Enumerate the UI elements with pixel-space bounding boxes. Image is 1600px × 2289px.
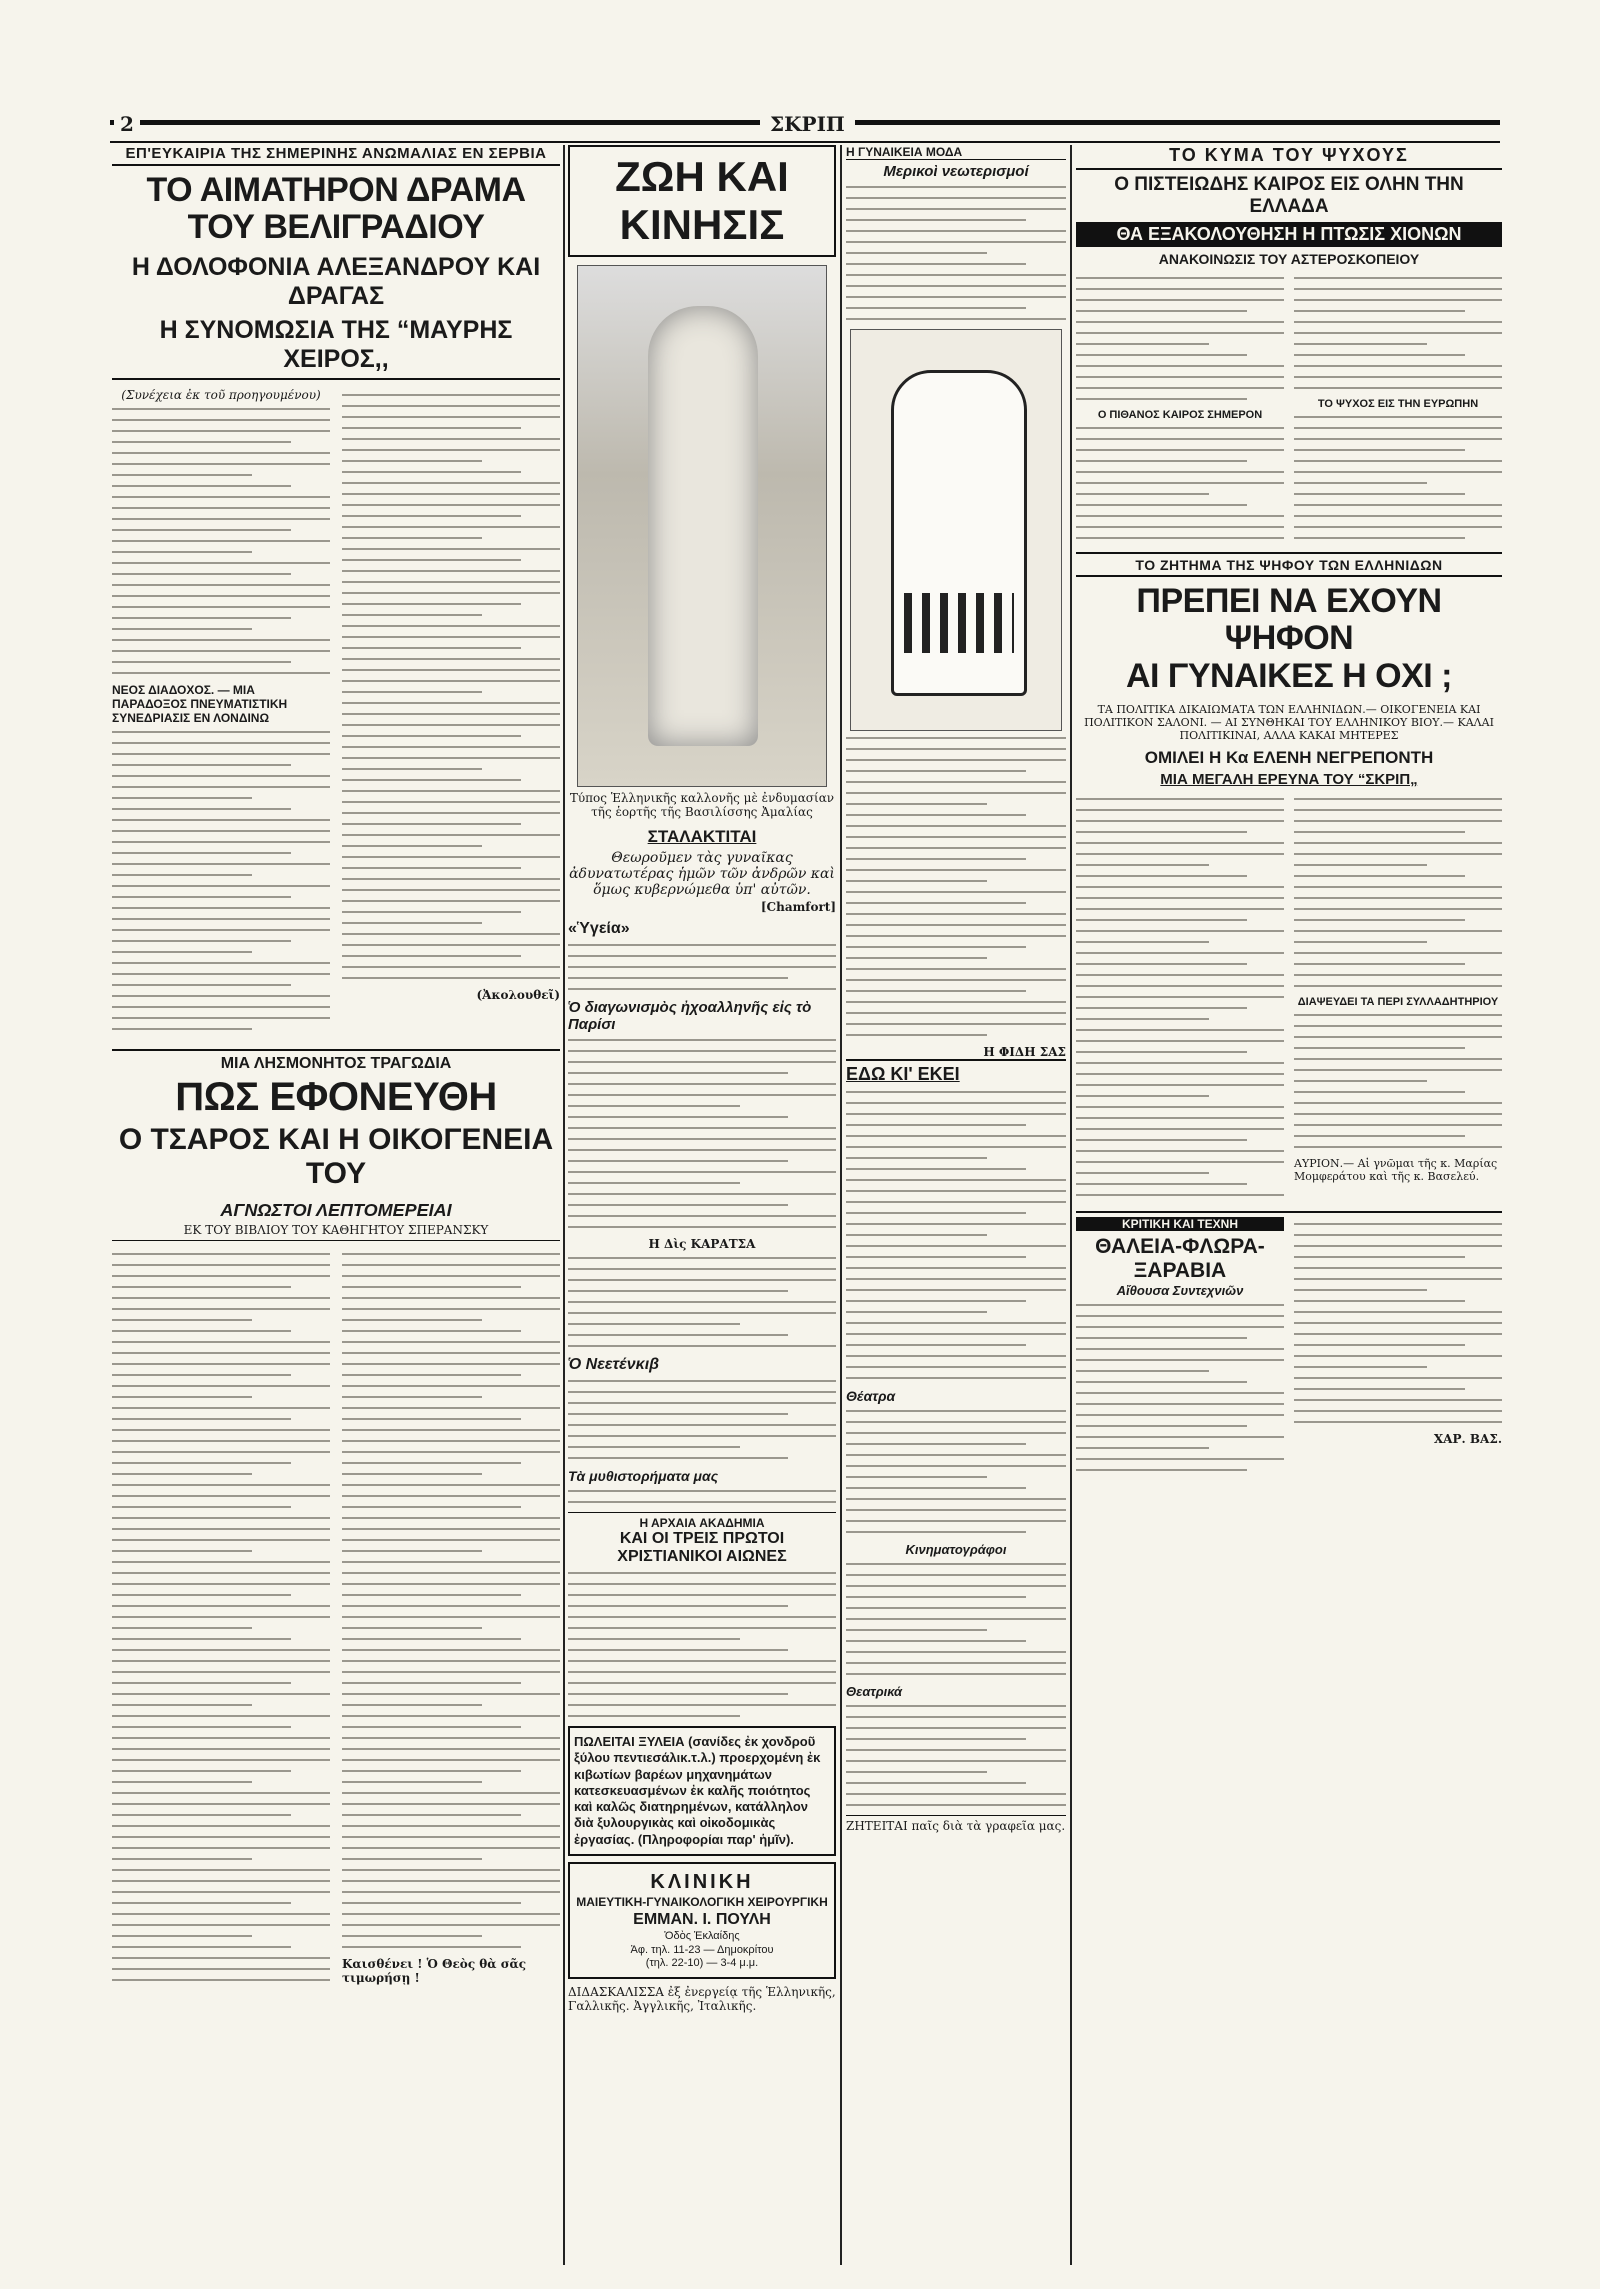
quote-author: [Chamfort] <box>760 900 836 914</box>
fashion-photo <box>577 265 827 787</box>
vote-tomorrow: ΑΥΡΙΟΝ.— Αἱ γνῶμαι τῆς κ. Μαρίας Μομφεράτου καὶ τῆς κ. Βασελεύ. <box>1294 1157 1498 1184</box>
vote-headline-2: ΑΙ ΓΥΝΑΙΚΕΣ Η ΟΧΙ ; <box>1125 656 1453 695</box>
tsar-footer: Καισθένει ! Ὁ Θεὸς θὰ σᾶς τιμωρήσῃ ! <box>342 1956 527 1985</box>
article-text <box>568 1380 836 1459</box>
story-kicker: ΕΠ'ΕΥΚΑΙΡΙΑ ΤΗΣ ΣΗΜΕΡΙΝΗΣ ΑΝΩΜΑΛΙΑΣ ΕΝ ΣΕΡΒΙΑ <box>112 145 560 166</box>
paper-name: ΣΚΡΙΠ <box>760 112 855 136</box>
story-subhead-2: Η ΣΥΝΟΜΩΣΙΑ ΤΗΣ “ΜΑΥΡΗΣ ΧΕΙΡΟΣ,, <box>112 316 560 380</box>
tutor-classified: ΔΙΔΑΣΚΑΛΙΣΣΑ ἐξ ἐνεργείᾳ τῆς Ἑλληνικῆς, Γαλλικῆς. Ἀγγλικῆς, Ἰταλικῆς. <box>568 1985 836 2013</box>
art-subtitle: Αἴθουσα Συντεχνιῶν <box>1116 1283 1244 1299</box>
vote-kicker: ΤΟ ΖΗΤΗΜΑ ΤΗΣ ΨΗΦΟΥ ΤΩΝ ΕΛΛΗΝΙΔΩΝ <box>1076 552 1502 577</box>
hygeia-title: «Ὑγεία» <box>568 920 630 937</box>
cinemas-title: Κινηματογράφοι <box>905 1542 1007 1557</box>
art-signature: ΧΑΡ. ΒΑΣ. <box>1433 1432 1502 1447</box>
stalactites-title: ΣΤΑΛΑΚΤΙΤΑΙ <box>647 827 757 846</box>
article-text <box>568 1039 836 1228</box>
tsar-headline: ΠΩΣ ΕΦΟΝΕΥΘΗ <box>175 1074 497 1119</box>
article-text <box>1076 427 1284 539</box>
life-section <box>568 145 836 2013</box>
article-text <box>846 1705 1066 1806</box>
clinic-doctor: ΕΜΜΑΝ. Ι. ΠΟΥΛΗ <box>633 1910 771 1928</box>
timber-ad: ΠΩΛΕΙΤΑΙ ΞΥΛΕΙΑ (σανίδες ἐκ χονδροῦ ξύλου πεντιεσάλικ.τ.λ.) προερχομένη ἐκ κιβωτίων βαρέων μηχανημάτων κατεσκευασμένων ἐκ καλῆς ποιότητος καὶ καλῶς διατηρημένων, κατάλληλον διὰ ξυλουργικὰς καὶ οἰκοδομικὰς ἐργασίας. (Πληροφορίαι παρ' ἡμῖν). <box>568 1726 836 1856</box>
article-text <box>846 186 1066 320</box>
art-kicker: ΚΡΙΤΙΚΗ ΚΑΙ ΤΕΧΝΗ <box>1076 1217 1284 1231</box>
subsection-title: ΝΕΟΣ ΔΙΑΔΟΧΟΣ. — ΜΙΑ ΠΑΡΑΔΟΞΟΣ ΠΝΕΥΜΑΤΙΣΤΙΚΗ ΣΥΝΕΔΡΙΑΣΙΣ ΕΝ ΛΟΝΔΙΝΩ <box>112 682 288 725</box>
vote-section-title: ΔΙΑΨΕΥΔΕΙ ΤΑ ΠΕΡΙ ΣΥΛΛΑΔΗΤΗΡΙΟΥ <box>1297 996 1499 1009</box>
article-text <box>1076 798 1284 1205</box>
tsar-story <box>112 1049 560 1990</box>
vote-survey: ΜΙΑ ΜΕΓΑΛΗ ΕΡΕΥΝΑ ΤΟΥ “ΣΚΡΙΠ„ <box>1160 771 1418 789</box>
clinic-ad <box>568 1862 836 1979</box>
column-rule <box>840 145 842 2265</box>
clinic-subtitle: ΜΑΙΕΥΤΙΚΗ-ΓΥΝΑΙΚΟΛΟΓΙΚΗ ΧΕΙΡΟΥΡΓΙΚΗ <box>576 1894 828 1909</box>
tsar-subhead: Ο ΤΣΑΡΟΣ ΚΑΙ Η ΟΙΚΟΓΕΝΕΙΑ ΤΟΥ <box>118 1122 554 1191</box>
article-text <box>846 1563 1066 1675</box>
weather-kicker: ΤΟ ΚΥΜΑ ΤΟΥ ΨΥΧΟΥΣ <box>1076 145 1502 170</box>
forecast-title: Ο ΠΙΘΑΝΟΣ ΚΑΙΡΟΣ ΣΗΜΕΡΟΝ <box>1097 409 1263 421</box>
continued-note: (Συνέχεια ἐκ τοῦ προηγουμένου) <box>121 387 321 402</box>
coat-illustration <box>850 329 1062 731</box>
story-subhead: Η ΔΟΛΟΦΟΝΙΑ ΑΛΕΞΑΝΔΡΟΥ ΚΑΙ ΔΡΑΓΑΣ <box>131 252 541 310</box>
weather-headline: Ο ΠΙΣΤΕΙΩΔΗΣ ΚΑΙΡΟΣ ΕΙΣ ΟΛΗΝ ΤΗΝ ΕΛΛΑΔΑ <box>1114 174 1464 217</box>
article-text <box>1076 277 1284 400</box>
belgrade-story <box>112 145 560 1990</box>
article-text <box>1294 1223 1502 1423</box>
article-text <box>568 1572 836 1717</box>
article-text <box>568 944 836 990</box>
contest-signature: Η Δὶς ΚΑΡΑΤΣΑ <box>648 1237 756 1251</box>
article-text <box>342 394 560 979</box>
weather-subhead: ΘΑ ΕΞΑΚΟΛΟΥΘΗΣΗ Η ΠΤΩΣΙΣ ΧΙΟΝΩΝ <box>1076 222 1502 247</box>
academy-headline: ΚΑΙ ΟΙ ΤΡΕΙΣ ΠΡΩΤΟΙ ΧΡΙΣΤΙΑΝΙΚΟΙ ΑΙΩΝΕΣ <box>617 1530 787 1565</box>
art-headline: ΘΑΛΕΙΑ-ΦΛΩΡΑ-ΞΑΡΑΒΙΑ <box>1095 1235 1265 1283</box>
novels-title: Τὰ μυθιστορήματα μας <box>568 1468 719 1484</box>
page-number: 2 <box>114 112 140 136</box>
article-text <box>1294 798 1502 987</box>
tsar-source: ΕΚ ΤΟΥ ΒΙΒΛΙΟΥ ΤΟΥ ΚΑΘΗΓΗΤΟΥ ΣΠΕΡΑΝΣΚΥ <box>112 1223 560 1241</box>
article-text <box>1294 416 1502 539</box>
tsar-kicker: ΜΙΑ ΛΗΣΜΟΝΗΤΟΣ ΤΡΑΓΩΔΙΑ <box>220 1054 452 1072</box>
clinic-address: Ὁδὸς Ἐκλαίδης <box>664 1929 740 1942</box>
article-text <box>846 737 1066 1036</box>
vote-deck: ΤΑ ΠΟΛΙΤΙΚΑ ΔΙΚΑΙΩΜΑΤΑ ΤΩΝ ΕΛΛΗΝΙΔΩΝ.— ΟΙΚΟΓΕΝΕΙΑ ΚΑΙ ΠΟΛΙΤΙΚΟΝ ΣΑΛΟΝΙ. — ΑΙ ΣΥΝΘΗΚΑΙ ΤΟΥ ΕΛΛΗΝΙΚΟΥ ΒΙΟΥ.— ΚΑΛΑΙ ΠΟΛΙΤΙΚΙΝΑΙ, ΑΛΛΑ ΚΑΚΑΙ ΜΗΤΕΡΕΣ <box>1084 703 1494 743</box>
fashion-subheading: Μερικοὶ νεωτερισμοί <box>883 163 1029 180</box>
article-text <box>112 731 330 1030</box>
right-column <box>1076 145 1502 1480</box>
clinic-title: ΚΛΙΝΙΚΗ <box>650 1870 754 1893</box>
fashion-column <box>846 145 1066 1833</box>
photo-caption: Τύπος Ἑλληνικῆς καλλονῆς μὲ ἐνδυμασίαν τῆς ἑορτῆς τῆς Βασιλίσσης Ἀμαλίας <box>569 791 835 819</box>
article-text <box>1294 277 1502 389</box>
column-rule <box>1070 145 1072 2265</box>
europe-title: ΤΟ ΨΥΧΟΣ ΕΙΣ ΤΗΝ ΕΥΡΩΠΗΝ <box>1317 398 1479 410</box>
article-text <box>846 1410 1066 1533</box>
wanted-classified: ΖΗΤΕΙΤΑΙ παῖς διὰ τὰ γραφεῖα μας. <box>846 1815 1066 1833</box>
story-headline: ΤΟ ΑΙΜΑΤΗΡΟΝ ΔΡΑΜΑ ΤΟΥ ΒΕΛΙΓΡΑΔΙΟΥ <box>146 171 526 247</box>
article-text <box>342 1253 560 1948</box>
column-rule <box>563 145 565 2265</box>
article-text <box>112 408 330 674</box>
theatrical-title: Θεατρικά <box>846 1684 903 1699</box>
stalactites-quote: Θεωροῦμεν τὰς γυναῖκας ἀδυνατωτέρας ἡμῶν τῶν ἀνδρῶν καὶ ὅμως κυβερνώμεθα ὑπ' αὐτῶν. <box>569 850 835 898</box>
fashion-heading: Η ΓΥΝΑΙΚΕΙΑ ΜΟΔΑ <box>846 145 1066 160</box>
to-be-continued: (Ἀκολουθεῖ) <box>476 987 560 1002</box>
article-text <box>1076 1304 1284 1471</box>
academy-kicker: Η ΑΡΧΑΙΑ ΑΚΑΔΗΜΙΑ <box>568 1512 836 1530</box>
tsar-deck: ΑΓΝΩΣΤΟΙ ΛΕΠΤΟΜΕΡΕΙΑΙ <box>220 1199 452 1220</box>
fashion-signature: Η ΦΙΔΗ ΣΑΣ <box>983 1045 1066 1059</box>
contest-title: Ὁ διαγωνισμὸς ἠχοαλληνῆς εἰς τὸ Παρίσι <box>568 999 812 1033</box>
weather-deck: ΑΝΑΚΟΙΝΩΣΙΣ ΤΟΥ ΑΣΤΕΡΟΣΚΟΠΕΙΟΥ <box>1158 251 1420 267</box>
article-text <box>112 1253 330 1990</box>
theatres-title: Θέατρα <box>846 1388 896 1404</box>
clinic-hours: Ἀφ. τηλ. 11-23 — Δημοκρίτου <box>630 1943 774 1956</box>
article-text <box>568 1490 836 1503</box>
section-banner: ΖΩΗ ΚΑΙ ΚΙΝΗΣΙΣ <box>568 145 836 257</box>
vote-headline-1: ΠΡΕΠΕΙ ΝΑ ΕΧΟΥΝ ΨΗΦΟΝ <box>1136 582 1442 658</box>
clinic-phone: (τηλ. 22-10) — 3-4 μ.μ. <box>645 1957 759 1970</box>
article-text <box>1294 1014 1502 1148</box>
section-3-title: Ὁ Νεετένκιβ <box>568 1356 660 1373</box>
article-text <box>568 1257 836 1347</box>
vote-speaker: ΟΜΙΛΕΙ Η Κα ΕΛΕΝΗ ΝΕΓΡΕΠΟΝΤΗ <box>1144 748 1434 768</box>
article-text <box>846 1091 1066 1379</box>
here-and-there-title: ΕΔΩ ΚΙ' ΕΚΕΙ <box>846 1059 1066 1085</box>
